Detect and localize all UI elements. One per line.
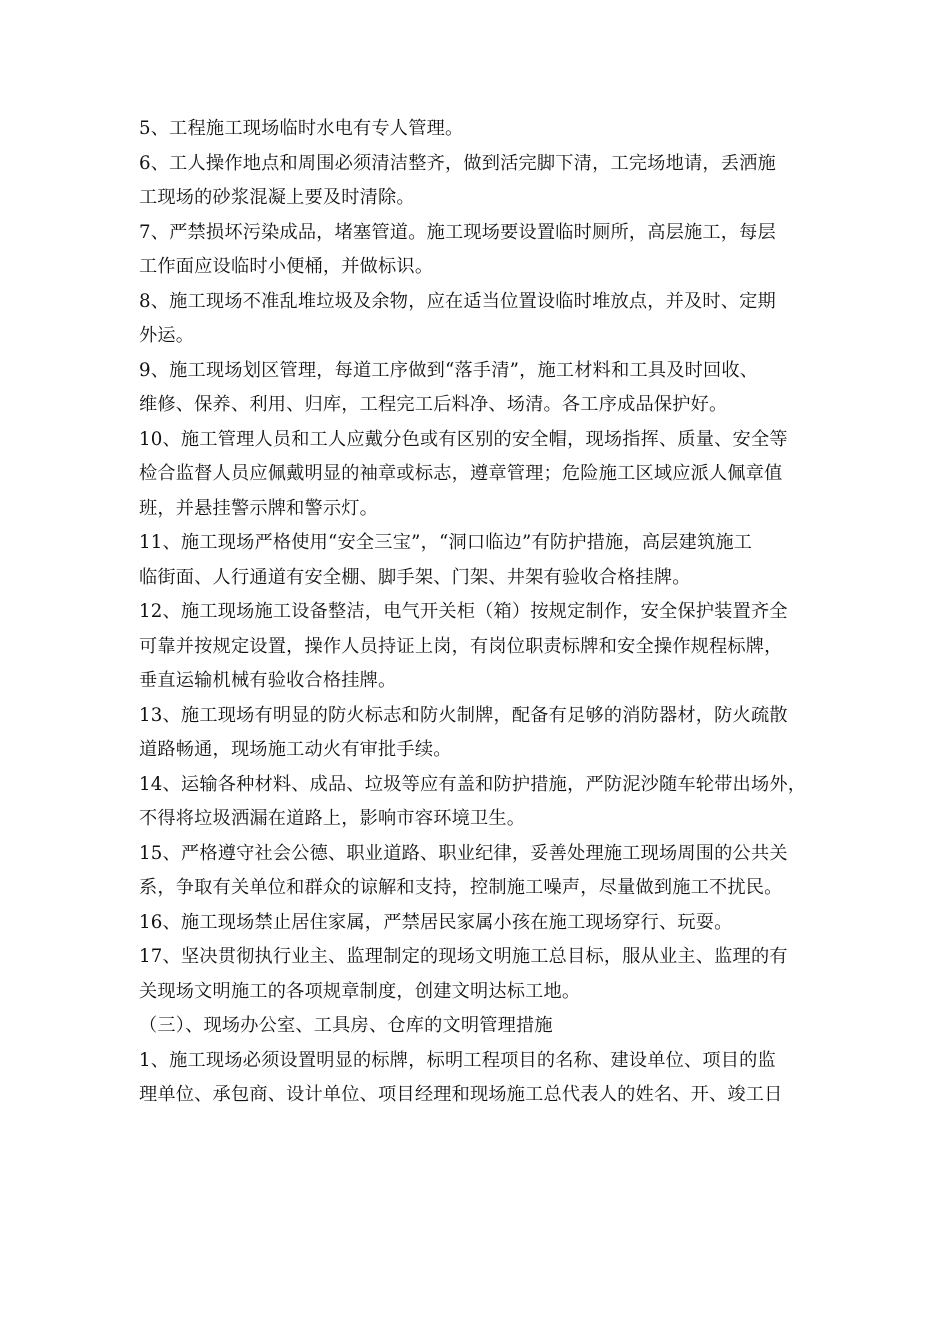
text-line: 关现场文明施工的各项规章制度，创建文明达标工地。 bbox=[139, 980, 581, 1002]
text-line: 班，并悬挂警示牌和警示灯。 bbox=[139, 497, 379, 519]
document-body bbox=[139, 112, 829, 1113]
section-heading: （三）、现场办公室、工具房、仓库的文明管理措施 bbox=[139, 1015, 553, 1036]
text-line: 临街面、人行通道有安全棚、脚手架、门架、井架有验收合格挂牌。 bbox=[139, 566, 691, 588]
text-line: 理单位、承包商、设计单位、项目经理和现场施工总代表人的姓名、开、竣工日 bbox=[139, 1084, 783, 1105]
text-line: 外运。 bbox=[139, 325, 195, 346]
text-line: 5、工程施工现场临时水电有专人管理。 bbox=[139, 118, 464, 139]
text-line: 14、运输各种材料、成品、垃圾等应有盖和防护措施，严防泥沙随车轮带出场外， bbox=[139, 773, 807, 795]
text-line: 12、施工现场施工设备整洁，电气开关柜（箱）按规定制作，安全保护装置齐全 bbox=[139, 601, 788, 622]
text-line: 7、严禁损坏污染成品，堵塞管道。施工现场要设置临时厕所，高层施工，每层 bbox=[139, 221, 776, 243]
text-line: 道路畅通，现场施工动火有审批手续。 bbox=[139, 739, 452, 760]
text-line: 9、施工现场划区管理，每道工序做到“落手清”，施工材料和工具及时回收、 bbox=[139, 359, 759, 381]
text-line: 15、严格遵守社会公德、职业道路、职业纪律，妥善处理施工现场周围的公共关 bbox=[139, 842, 788, 864]
text-line: 8、施工现场不准乱堆垃圾及余物，应在适当位置设临时堆放点，并及时、定期 bbox=[139, 290, 776, 312]
text-line: 维修、保养、利用、归库，工程完工后料净、场清。各工序成品保护好。 bbox=[139, 394, 728, 415]
text-line: 工现场的砂浆混凝上要及时清除。 bbox=[139, 187, 415, 208]
text-line: 工作面应设临时小便桶，并做标识。 bbox=[139, 256, 434, 277]
text-line: 11、施工现场严格使用“安全三宝”，“洞口临边”有防护措施，高层建筑施工 bbox=[139, 532, 753, 553]
text-line: 10、施工管理人员和工人应戴分色或有区别的安全帽，现场指挥、质量、安全等 bbox=[139, 428, 788, 450]
text-line: 16、施工现场禁止居住家属，严禁居民家属小孩在施工现场穿行、玩耍。 bbox=[139, 911, 733, 933]
text-line: 不得将垃圾洒漏在道路上，影响市容环境卫生。 bbox=[139, 808, 526, 829]
text-line: 6、工人操作地点和周围必须清洁整齐，做到活完脚下清，工完场地请，丢洒施 bbox=[139, 152, 776, 174]
text-line: 检合监督人员应佩戴明显的袖章或标志，遵章管理；危险施工区域应派人佩章值 bbox=[139, 463, 783, 484]
text-line: 系，争取有关单位和群众的谅解和支持，控制施工噪声，尽量做到施工不扰民。 bbox=[139, 877, 783, 898]
text-line: 可靠并按规定设置，操作人员持证上岗，有岗位职责标牌和安全操作规程标牌， bbox=[139, 635, 783, 657]
text-line: 1、施工现场必须设置明显的标牌，标明工程项目的名称、建设单位、项目的监 bbox=[139, 1049, 776, 1071]
text-line: 17、坚决贯彻执行业主、监理制定的现场文明施工总目标，服从业主、监理的有 bbox=[139, 946, 788, 967]
text-line: 垂直运输机械有验收合格挂牌。 bbox=[139, 670, 397, 691]
text-line: 13、施工现场有明显的防火标志和防火制牌，配备有足够的消防器材，防火疏散 bbox=[139, 704, 788, 726]
